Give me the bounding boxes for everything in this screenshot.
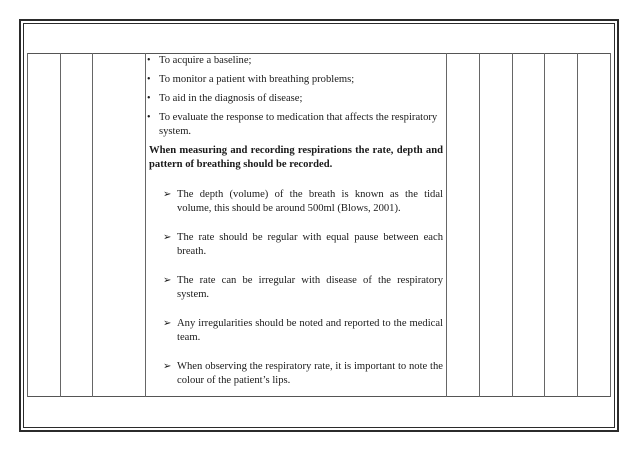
arrow-list-item [149, 274, 443, 302]
bullet-text: To aid in the diagnosis of disease; [159, 93, 303, 104]
bullet-text: To evaluate the response to medication that affects the respiratory system. [159, 112, 438, 137]
bullet-item [149, 54, 443, 68]
bullet-item [149, 92, 443, 106]
arrow-list-item [149, 188, 443, 216]
table-col-divider [92, 53, 93, 397]
table-col-divider [27, 53, 28, 397]
table-col-divider [544, 53, 545, 397]
arrow-item-text: The depth (volume) of the breath is known as the tidal volume, this should be around 500ml (Blows, 2001). [177, 189, 443, 214]
table-col-divider [145, 53, 146, 397]
bullet-item [149, 111, 443, 139]
bullet-icon: • [147, 112, 151, 123]
table-col-divider [60, 53, 61, 397]
table-col-divider [610, 53, 611, 397]
arrow-bullet-icon: ➢ [163, 232, 172, 243]
table-col-divider [512, 53, 513, 397]
arrow-item-text: Any irregularities should be noted and reported to the medical team. [177, 318, 443, 343]
arrow-bullet-icon: ➢ [163, 275, 172, 286]
bullet-item [149, 73, 443, 87]
bold-paragraph: When measuring and recording respirations the rate, depth and pattern of breathing should be recorded. [149, 145, 443, 170]
bullet-text: To monitor a patient with breathing problems; [159, 74, 355, 85]
table-col-divider [446, 53, 447, 397]
arrow-bullet-icon: ➢ [163, 318, 172, 329]
table-col-divider [479, 53, 480, 397]
table-content-cell [149, 54, 443, 403]
arrow-item-text: When observing the respiratory rate, it is important to note the colour of the patient’s lips. [177, 361, 443, 386]
arrow-item-text: The rate should be regular with equal pause between each breath. [177, 232, 443, 257]
arrow-list-item [149, 360, 443, 388]
arrow-list [149, 188, 443, 388]
arrow-list-item [149, 231, 443, 259]
arrow-bullet-icon: ➢ [163, 361, 172, 372]
arrow-list-item [149, 317, 443, 345]
bullet-icon: • [147, 55, 151, 66]
bullet-list [149, 54, 443, 139]
bullet-text: To acquire a baseline; [159, 55, 252, 66]
arrow-item-text: The rate can be irregular with disease of the respiratory system. [177, 275, 443, 300]
table-col-divider [577, 53, 578, 397]
bullet-icon: • [147, 74, 151, 85]
bullet-icon: • [147, 93, 151, 104]
arrow-bullet-icon: ➢ [163, 189, 172, 200]
